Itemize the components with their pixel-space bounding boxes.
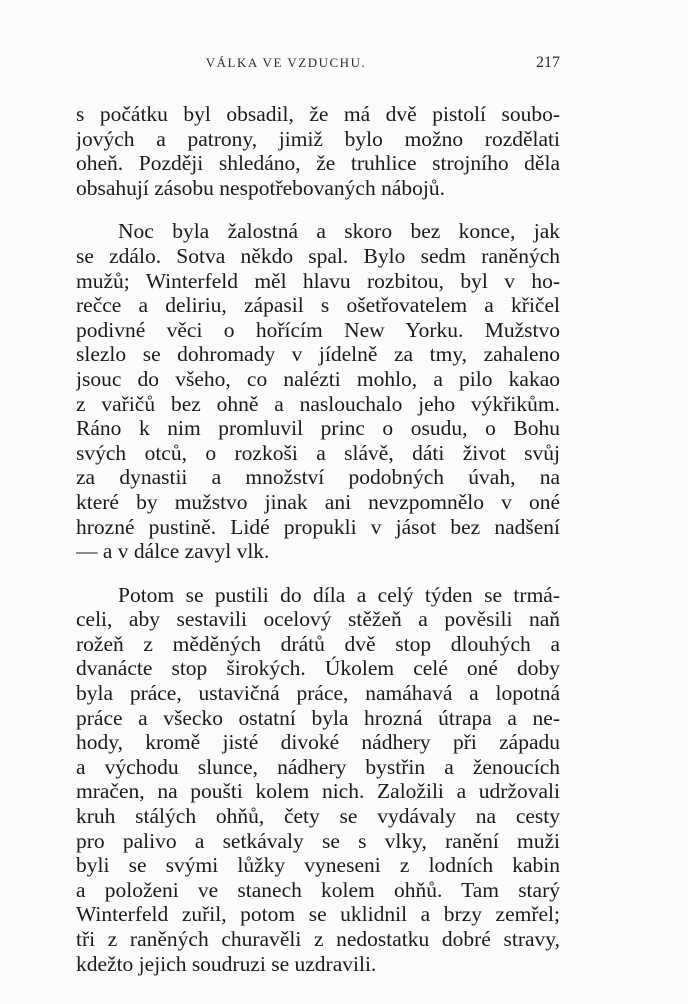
text-line: obsahují zásobu nespotřebovaných nábojů. [76, 175, 445, 200]
text-line: kdežto jejich soudruzi se uzdravili. [76, 951, 377, 976]
text-line: tři z raněných churavěli z nedostatku dobré stravy, [76, 927, 560, 951]
page-number: 217 [536, 54, 560, 71]
text-line: a položeni ve stanech kolem ohňů. Tam starý [76, 877, 560, 902]
text-line: pro palivo a setkávaly se s vlky, ranění muži [76, 828, 560, 853]
text-line: svých otců, o rozkoši a slávě, dáti život svůj [76, 440, 560, 465]
text-line: byla práce, ustavičná práce, namáhavá a lopotná [76, 681, 560, 706]
paragraph-3 [76, 583, 560, 977]
running-head [76, 52, 560, 74]
text-line: za dynastii a množství podobných úvah, na [76, 465, 560, 490]
text-line: dvanácte stop širokých. Úkolem celé oné doby [76, 656, 560, 681]
text-line: a východu slunce, nádhery bystřin a ženoucích [76, 754, 560, 779]
text-line: práce a všecko ostatní byla hrozná útrapa a ne- [76, 705, 560, 730]
text-line: Winterfeld zuřil, potom se uklidnil a brzy zemřel; [76, 902, 560, 927]
text-line: kruh stálých ohňů, čety se vydávaly na cesty [76, 804, 560, 829]
running-title: VÁLKA VE VZDUCHU. [205, 55, 367, 70]
text-line: mračen, na poušti kolem nich. Založili a udržovali [76, 779, 560, 804]
text-line: byli se svými lůžky vyneseni z lodních kabin [76, 853, 560, 878]
text-line: hrozné pustině. Lidé propukli v jásot bez nadšení [76, 514, 560, 539]
text-line: celi, aby sestavili ocelový stěžeň a pověsili naň [76, 607, 560, 632]
text-line: Potom se pustili do díla a celý týden se trmá- [118, 582, 560, 607]
text-line: podivné věci o hořícím New Yorku. Mužstvo [76, 317, 560, 342]
paragraph-2 [76, 219, 560, 563]
text-line: které by mužstvo jinak ani nevzpomnělo v oné [76, 489, 560, 514]
text-line: Noc byla žalostná a skoro bez konce, jak [118, 219, 560, 244]
text-line: se zdálo. Sotva někdo spal. Bylo sedm raněných [76, 243, 560, 268]
body-text [76, 102, 560, 995]
text-line: s počátku byl obsadil, že má dvě pistolí soubo- [76, 102, 560, 126]
text-line: mužů; Winterfeld měl hlavu rozbitou, byl v ho- [76, 268, 560, 293]
text-line: slezlo se dohromady v jídelně za tmy, zahaleno [76, 342, 560, 367]
text-line: jových a patrony, jimiž bylo možno rozdělati [76, 126, 560, 151]
text-line: hody, kromě jisté divoké nádhery při západu [76, 730, 560, 755]
text-line: rožeň z měděných drátů dvě stop dlouhých a [76, 631, 560, 656]
text-line: z vařičů bez ohně a naslouchalo jeho výkřikům. [76, 391, 560, 416]
text-line: Ráno k nim promluvil princ o osudu, o Bohu [76, 416, 560, 441]
text-line: oheň. Později shledáno, že truhlice strojního děla [76, 151, 560, 176]
paragraph-1 [76, 102, 560, 200]
text-line: rečce a deliriu, zápasil s ošetřovatelem a křičel [76, 293, 560, 318]
text-line: jsouc do všeho, co nalézti mohlo, a pilo kakao [76, 366, 560, 391]
text-line: — a v dálce zavyl vlk. [76, 539, 270, 564]
